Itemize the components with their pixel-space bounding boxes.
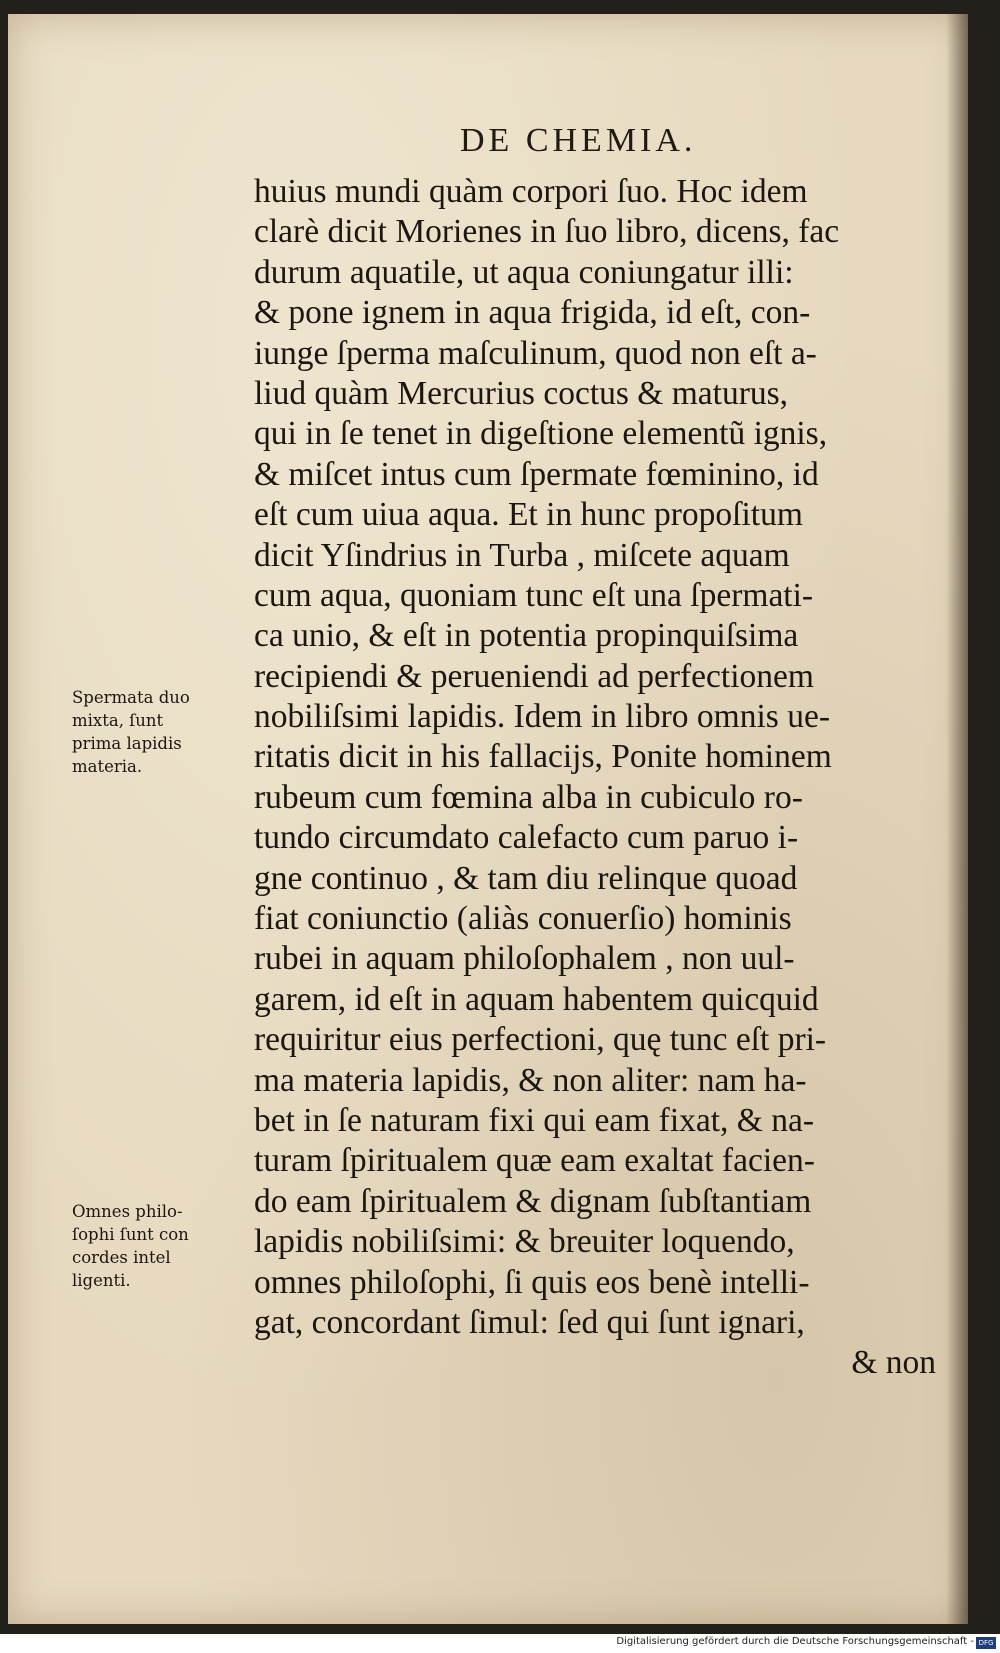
text-line: gat, concordant ſimul: ſed qui ſunt ignari,: [254, 1303, 805, 1341]
text-line: dicit Yſindrius in Turba , miſcete aquam: [254, 536, 790, 574]
text-line: iunge ſperma maſculinum, quod non eſt a‐: [254, 334, 817, 372]
text-line: rubeum cum fœmina alba in cubiculo ro‐: [254, 778, 803, 816]
funding-credit: Digitalisierung gefördert durch die Deutsche Forschungsgemeinschaft -: [616, 1636, 974, 1647]
text-line: fiat coniunctio (aliàs conuerſio) hominis: [254, 900, 792, 938]
text-line: gne continuo , & tam diu relinque quoad: [254, 859, 798, 897]
text-line: ca unio, & eſt in potentia propinquiſsima: [254, 617, 799, 655]
text-line: liud quàm Mercurius coctus & maturus,: [254, 374, 789, 412]
marginal-line: prima lapidis: [72, 734, 182, 753]
text-line: recipiendi & perueniendi ad perfectionem: [254, 657, 814, 695]
text-line: do eam ſpiritualem & dignam ſubſtantiam: [254, 1182, 812, 1220]
text-line: eſt cum uiua aqua. Et in hunc propoſitum: [254, 496, 803, 534]
marginal-note: [72, 686, 262, 778]
marginal-line: mixta, ſunt: [72, 711, 164, 730]
text-line: bet in ſe naturam fixi qui eam fixat, & na‐: [254, 1101, 815, 1139]
text-line: huius mundi quàm corpori ſuo. Hoc idem: [254, 173, 808, 210]
catchword: & non: [851, 1344, 936, 1382]
text-line: & pone ignem in aqua frigida, id eſt, con‐: [254, 294, 811, 332]
text-line: requiritur eius perfectioni, quę tunc eſt pri‐: [254, 1021, 827, 1059]
marginal-line: cordes intel: [72, 1248, 171, 1267]
text-line: ma materia lapidis, & non aliter: nam ha‐: [254, 1061, 807, 1099]
text-line: qui in ſe tenet in digeſtione elementũ ignis,: [254, 415, 828, 453]
marginal-line: materia.: [72, 757, 143, 776]
marginal-note: [72, 1200, 262, 1292]
text-line: rubei in aquam philoſophalem , non uul‐: [254, 940, 795, 978]
gutter-shadow: [946, 14, 968, 1624]
marginal-line: ſophi ſunt con: [72, 1225, 189, 1244]
text-line: omnes philoſophi, ſi quis eos benè intelli‐: [254, 1263, 810, 1301]
marginal-line: Omnes philo‐: [72, 1202, 183, 1221]
text-line: tundo circumdato calefacto cum paruo i‐: [254, 819, 799, 857]
digitization-footer: [0, 1634, 1000, 1653]
main-text-block: [254, 172, 944, 1384]
running-head: DE CHEMIA.: [460, 122, 697, 159]
text-line: & miſcet intus cum ſpermate fœminino, id: [254, 455, 819, 493]
text-line: clarè dicit Morienes in ſuo libro, dicens, fac: [254, 213, 840, 251]
text-line: garem, id eſt in aquam habentem quicquid: [254, 980, 819, 1018]
text-line: nobiliſsimi lapidis. Idem in libro omnis ue‐: [254, 698, 830, 736]
marginal-line: ligenti.: [72, 1271, 131, 1290]
text-line: cum aqua, quoniam tunc eſt una ſpermati‐: [254, 576, 814, 614]
book-page: [8, 14, 968, 1624]
text-line: turam ſpiritualem quæ eam exaltat facien‐: [254, 1142, 815, 1180]
text-line: ritatis dicit in his fallacijs, Ponite hominem: [254, 738, 832, 776]
text-line: lapidis nobiliſsimi: & breuiter loquendo,: [254, 1223, 795, 1261]
dfg-logo: DFG: [976, 1637, 996, 1649]
text-line: durum aquatile, ut aqua coniungatur illi:: [254, 253, 794, 291]
marginal-line: Spermata duo: [72, 688, 190, 707]
